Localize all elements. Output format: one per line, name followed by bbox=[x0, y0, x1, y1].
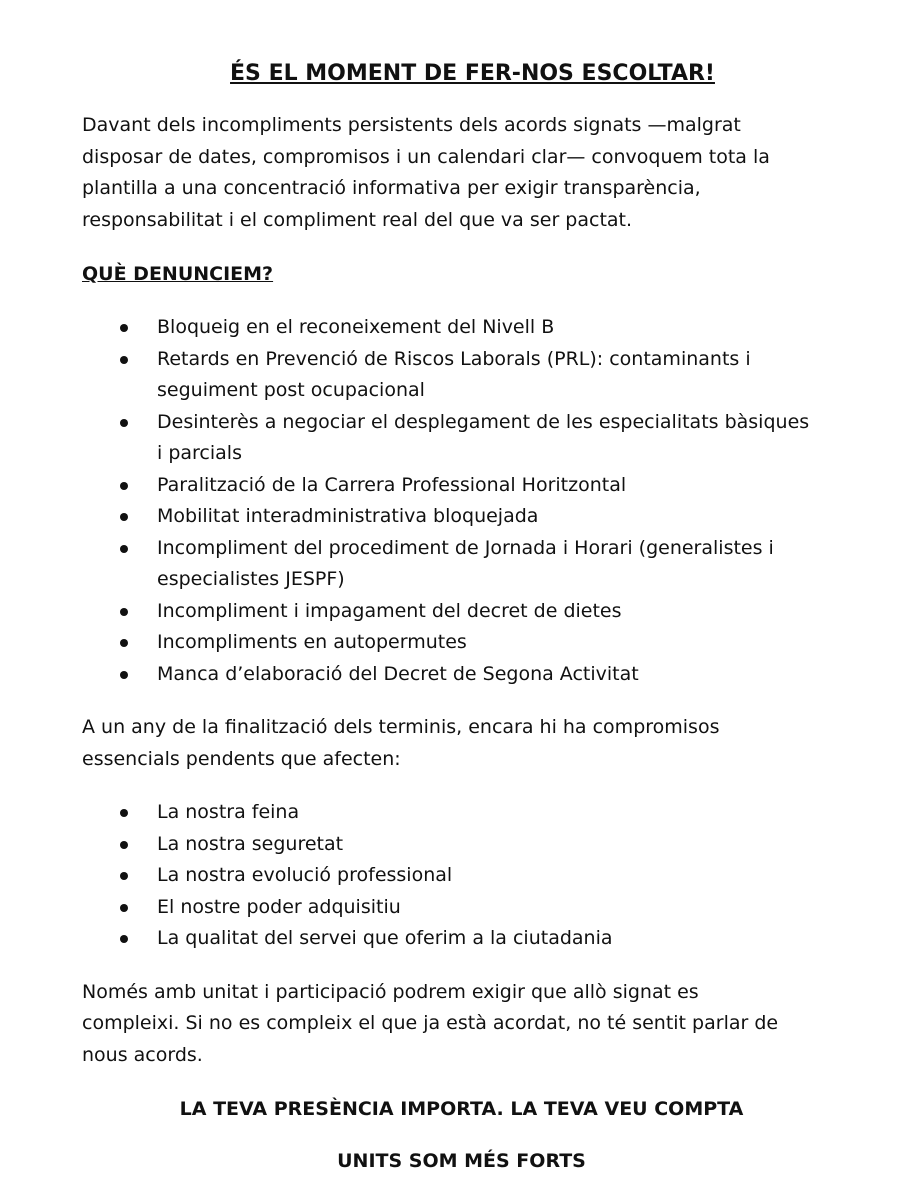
list-item bbox=[82, 892, 817, 924]
list-item bbox=[82, 533, 817, 596]
closing-slogan-2: UNITS SOM MÉS FORTS bbox=[337, 1150, 586, 1172]
list-item bbox=[82, 596, 817, 628]
list-item-text: Incompliment i impagament del decret de dietes bbox=[157, 599, 622, 622]
bullet-icon bbox=[120, 419, 128, 427]
list-item bbox=[82, 407, 817, 470]
affects-list bbox=[82, 797, 863, 955]
bullet-icon bbox=[120, 872, 128, 880]
list-item-text: La nostra feina bbox=[157, 801, 300, 823]
list-item-text: Desinterès a negociar el desplegament de les especialitats bàsiques i parcials bbox=[157, 410, 810, 464]
bullet-icon bbox=[120, 671, 128, 679]
list-item bbox=[82, 860, 817, 892]
bullet-icon bbox=[120, 639, 128, 647]
bullet-icon bbox=[120, 841, 128, 849]
list-item-text: Bloqueig en el reconeixement del Nivell B bbox=[157, 316, 555, 338]
list-item-text: Manca d’elaboració del Decret de Segona Activitat bbox=[157, 662, 639, 685]
list-item-text: La nostra evolució professional bbox=[157, 864, 453, 886]
affects-intro-paragraph: A un any de la finalització dels terminis, encara hi ha compromisos essencials pendents que afecten: bbox=[82, 716, 720, 770]
closing-slogan-1: LA TEVA PRESÈNCIA IMPORTA. LA TEVA VEU COMPTA bbox=[179, 1098, 744, 1120]
bullet-icon bbox=[120, 935, 128, 943]
list-item bbox=[82, 344, 817, 407]
list-item bbox=[82, 797, 817, 829]
denounce-heading: QUÈ DENUNCIEM? bbox=[82, 263, 274, 285]
bullet-icon bbox=[120, 809, 128, 817]
bullet-icon bbox=[120, 513, 128, 521]
bullet-icon bbox=[120, 324, 128, 332]
bullet-icon bbox=[120, 904, 128, 912]
bullet-icon bbox=[120, 608, 128, 616]
list-item-text: Incompliment del procediment de Jornada i Horari (generalistes i especialistes JESPF) bbox=[157, 536, 774, 590]
intro-paragraph: Davant dels incompliments persistents dels acords signats —malgrat disposar de dates, compromisos i un calendari clar— convoquem tota la plantilla a una concentració informativa per exigir transparència, responsabilitat i el compliment real del que va ser pactat. bbox=[82, 114, 770, 231]
list-item bbox=[82, 470, 817, 502]
list-item-text: Incompliments en autopermutes bbox=[157, 631, 467, 653]
list-item-text: Mobilitat interadministrativa bloquejada bbox=[157, 505, 539, 527]
denounce-list bbox=[82, 312, 863, 690]
bullet-icon bbox=[120, 482, 128, 490]
document-title: ÉS EL MOMENT DE FER-NOS ESCOLTAR! bbox=[230, 61, 715, 86]
bullet-icon bbox=[120, 356, 128, 364]
list-item-text: La qualitat del servei que oferim a la ciutadania bbox=[157, 927, 613, 949]
list-item bbox=[82, 829, 817, 861]
list-item bbox=[82, 312, 817, 344]
list-item-text: La nostra seguretat bbox=[157, 832, 344, 855]
bullet-icon bbox=[120, 545, 128, 553]
list-item-text: El nostre poder adquisitiu bbox=[157, 895, 401, 918]
list-item bbox=[82, 501, 817, 533]
list-item bbox=[82, 627, 817, 659]
conclusion-paragraph: Només amb unitat i participació podrem exigir que allò signat es compleixi. Si no es compleix el que ja està acordat, no té sentit parlar de nous acords. bbox=[82, 980, 779, 1066]
list-item bbox=[82, 923, 817, 955]
list-item-text: Retards en Prevenció de Riscos Laborals (PRL): contaminants i seguiment post ocupacional bbox=[157, 347, 751, 401]
list-item-text: Paralització de la Carrera Professional Horitzontal bbox=[157, 473, 627, 496]
list-item bbox=[82, 659, 817, 691]
